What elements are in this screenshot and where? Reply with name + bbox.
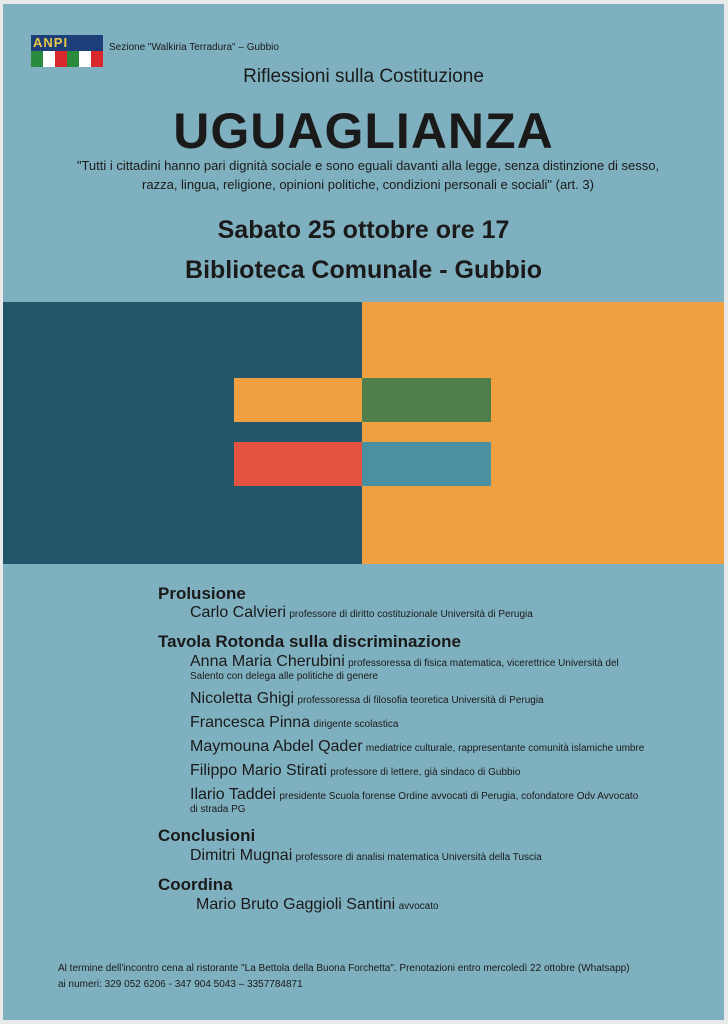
- speaker-name: Anna Maria Cherubini: [190, 653, 345, 670]
- speaker-name: Carlo Calvieri: [190, 604, 287, 621]
- speaker-gaggioli-santini: [196, 898, 696, 913]
- speaker-role: avvocato: [398, 901, 439, 912]
- speaker-name: Filippo Mario Stirati: [190, 762, 327, 779]
- speaker-abdel-qader: [190, 740, 690, 755]
- event-date: Sabato 25 ottobre ore 17: [217, 216, 510, 244]
- footer-line-2: ai numeri: 329 052 6206 - 347 904 5043 – 3357784871: [58, 979, 303, 990]
- equal-bar-green: [362, 378, 491, 422]
- speaker-name: Mario Bruto Gaggioli Santini: [196, 896, 396, 913]
- page-title: UGUAGLIANZA: [173, 103, 554, 159]
- constitution-quote: [53, 156, 683, 194]
- speaker-mugnai: [190, 849, 690, 864]
- conclusioni-heading: Conclusioni: [158, 826, 256, 845]
- subtitle: Riflessioni sulla Costituzione: [243, 66, 484, 87]
- tavola-heading: Tavola Rotonda sulla discriminazione: [158, 632, 461, 651]
- speaker-role: presidente Scuola forense Ordine avvocati di Perugia, cofondatore Odv Avvocato: [279, 791, 639, 802]
- flag-stripes: [31, 51, 103, 67]
- equal-bar-orange: [234, 378, 362, 422]
- sezione-label: Sezione "Walkiria Terradura" – Gubbio: [109, 42, 279, 53]
- equal-bar-red: [234, 442, 362, 486]
- speaker-name: Ilario Taddei: [190, 786, 276, 803]
- speaker-role: professore di lettere, già sindaco di Gubbio: [330, 767, 521, 778]
- speaker-name: Francesca Pinna: [190, 714, 311, 731]
- speaker-role-cont: Salento con delega alle politiche di genere: [190, 671, 378, 682]
- speaker-role: professoressa di filosofia teoretica Università di Perugia: [297, 695, 544, 706]
- orange-block: [362, 302, 724, 564]
- speaker-name: Maymouna Abdel Qader: [190, 738, 363, 755]
- speaker-role-cont: di strada PG: [190, 804, 246, 815]
- poster: [3, 4, 724, 1020]
- speaker-pinna: [190, 716, 690, 731]
- prolusione-heading: Prolusione: [158, 584, 246, 603]
- speaker-stirati: [190, 764, 690, 779]
- speaker-role: dirigente scolastica: [313, 719, 399, 730]
- equal-bar-teal: [362, 442, 491, 486]
- speaker-role: professore di analisi matematica Università della Tuscia: [295, 852, 542, 863]
- speaker-calvieri: [190, 606, 690, 621]
- speaker-cherubini: [190, 655, 690, 683]
- quote-line-2: razza, lingua, religione, opinioni politiche, condizioni personali e sociali" (art. 3): [142, 177, 594, 192]
- speaker-ghigi: [190, 692, 690, 707]
- event-venue: Biblioteca Comunale - Gubbio: [185, 256, 542, 284]
- anpi-logo: [31, 35, 103, 67]
- logo-text: ANPI: [31, 35, 103, 51]
- speaker-name: Nicoletta Ghigi: [190, 690, 295, 707]
- quote-line-1: "Tutti i cittadini hanno pari dignità sociale e sono eguali davanti alla legge, senza distinzione di sesso,: [76, 158, 660, 173]
- coordina-heading: Coordina: [158, 875, 233, 894]
- footer-note: [58, 961, 698, 993]
- speaker-role: mediatrice culturale, rappresentante comunità islamiche umbre: [365, 743, 645, 754]
- speaker-role: professore di diritto costituzionale Università di Perugia: [289, 609, 533, 620]
- speaker-name: Dimitri Mugnai: [190, 847, 293, 864]
- speaker-role: professoressa di fisica matematica, vicerettrice Università del: [348, 658, 619, 669]
- speaker-taddei: [190, 788, 690, 816]
- dark-teal-block: [3, 302, 362, 564]
- footer-line-1: Al termine dell'incontro cena al ristorante "La Bettola della Buona Forchetta". Prenotazioni entro mercoledì 22 ottobre (Whatsapp): [58, 963, 630, 974]
